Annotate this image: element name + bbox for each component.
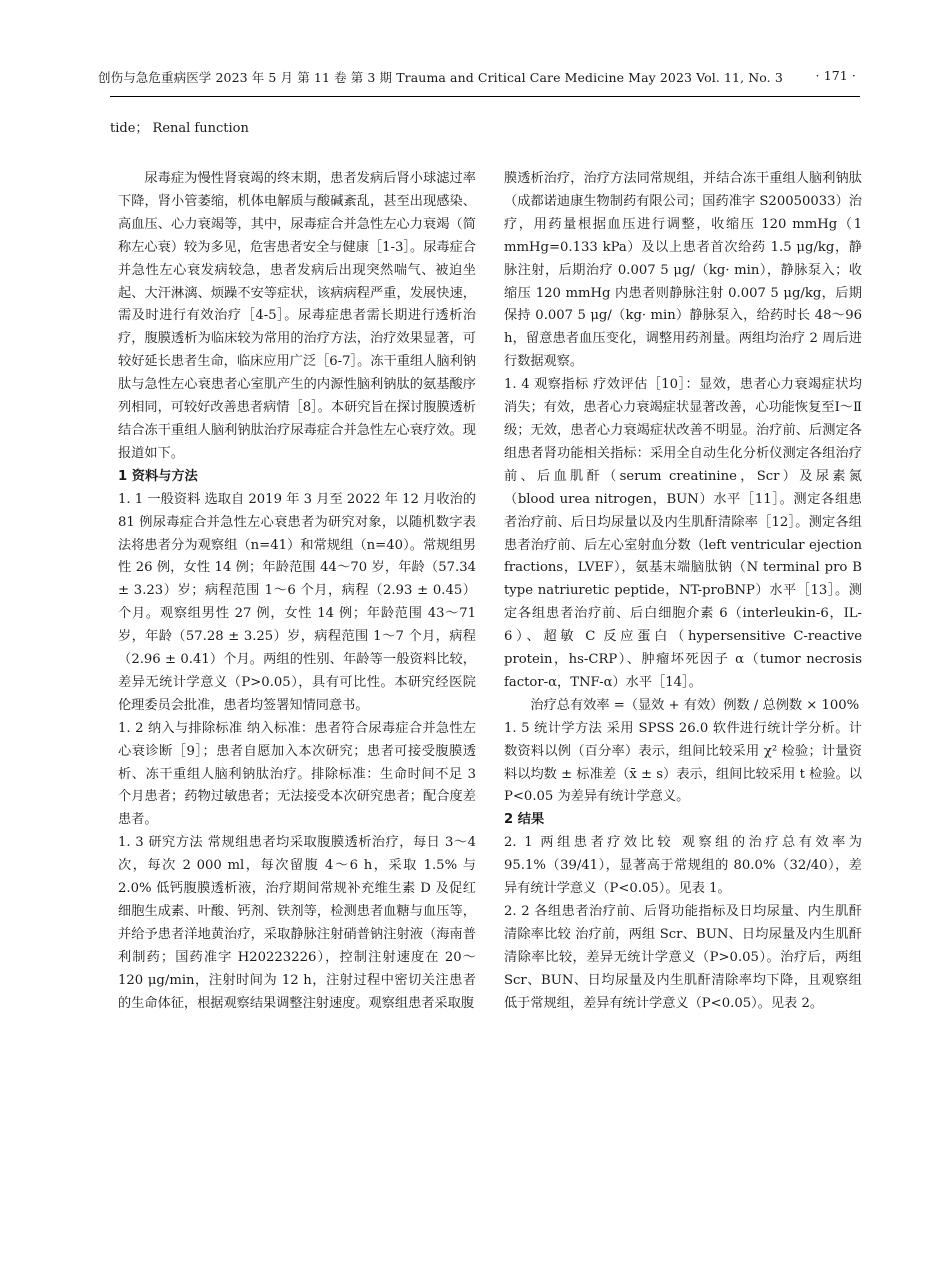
- subsection-indicators: 1. 4 观察指标 疗效评估［10］：显效，患者心力衰竭症状均消失；有效，患者心力衰竭症状显著改善，心功能恢复至Ⅰ～Ⅱ级；无效，患者心力衰竭症状改善不明显。治疗前、后测定各组患者肾功能相关指标：采用全自动生化分析仪测定各组治疗前、后血肌酐（serum creatinine，Scr）及尿素氮（blood urea nitrogen，BUN）水平［11］。测定各组患者治疗前、后日均尿量以及内生肌酐清除率［12］。测定各组患者治疗前、后左心室射血分数（left ventricular ejection fractions，LVEF），氨基末端脑肽钠（N terminal pro B type natriuretic peptide，NT-proBNP）水平［13］。测定各组患者治疗前、后白细胞介素 6（interleukin-6，IL-6）、超敏 C 反应蛋白（hypersensitive C-reactive protein，hs-CRP）、肿瘤坏死因子 α（tumor necrosis factor-α，TNF-α）水平［14］。: [504, 377, 862, 690]
- efficacy-formula: 治疗总有效率 =（显效 + 有效）例数 / 总例数 × 100%: [530, 697, 860, 713]
- subsection-criteria: 1. 2 纳入与排除标准 纳入标准：患者符合尿毒症合并急性左心衰诊断［9］；患者自愿加入本次研究；患者可接受腹膜透析、冻干重组人脑利钠肽治疗。排除标准：生命时间不足 3 个月患者；药物过敏患者；无法接受本次研究患者；配合度差患者。: [118, 720, 476, 828]
- section-heading-methods: 1 资料与方法: [118, 468, 198, 484]
- result-efficacy: 2. 1 两组患者疗效比较 观察组的治疗总有效率为 95.1%（39/41），显著高于常规组的 80.0%（32/40），差异有统计学意义（P<0.05）。见表 1。: [504, 835, 862, 897]
- left-column: [118, 168, 476, 1016]
- subsection-general-data: 1. 1 一般资料 选取自 2019 年 3 月至 2022 年 12 月收治的 81 例尿毒症合并急性左心衰患者为研究对象，以随机数字表法将患者分为观察组（n=41）和常规组（n=40）。常规组男性 26 例，女性 14 例；年龄范围 44～70 岁，年龄（57.34 ± 3.23）岁；病程范围 1～6 个月，病程（2.93 ± 0.45）个月。观察组男性 27 例，女性 14 例；年龄范围 43～71 岁，年龄（57.28 ± 3.25）岁，病程范围 1～7 个月，病程（2.96 ± 0.41）个月。两组的性别、年龄等一般资料比较，差异无统计学意义（P>0.05），具有可比性。本研究经医院伦理委员会批准，患者均签署知情同意书。: [118, 491, 476, 713]
- header-rule: [110, 96, 860, 97]
- section-heading-results: 2 结果: [504, 812, 545, 828]
- methods-continued: 膜透析治疗，治疗方法同常规组，并结合冻干重组人脑利钠肽（成都诺迪康生物制药有限公司；国药准字 S20050033）治疗，用药量根据血压进行调整，收缩压 120 mmHg（1 mmHg=0.133 kPa）及以上患者首次给药 1.5 μg/kg，静脉注射，后期治疗 0.007 5 μg/（kg· min），静脉泵入；收缩压 120 mmHg 内患者则静脉注射 0.007 5 μg/kg，后期保持 0.007 5 μg/（kg· min）静脉泵入，给药时长 48～96 h，留意患者血压变化，调整用药剂量。两组均治疗 2 周后进行数据观察。: [504, 171, 862, 370]
- subsection-methods: 1. 3 研究方法 常规组患者均采取腹膜透析治疗，每日 3～4 次，每次 2 000 ml，每次留腹 4～6 h，采取 1.5% 与 2.0% 低钙腹膜透析液，治疗期间常规补充维生素 D 及促红细胞生成素、叶酸、钙剂、铁剂等，检测患者血糖与血压等，并给予患者洋地黄治疗，采取静脉注射硝普钠注射液（海南普利制药；国药准字 H20223226），控制注射速度在 20～120 μg/min，注射时间为 12 h，注射过程中密切关注患者的生命体征，根据观察结果调整注射速度。观察组患者采取腹: [118, 835, 476, 1011]
- keywords-tail: tide； Renal function: [110, 121, 249, 136]
- page-number: · 171 ·: [815, 68, 856, 83]
- journal-citation: 创伤与急危重病医学 2023 年 5 月 第 11 卷 第 3 期 Trauma and Critical Care Medicine May 2023 Vol. 11, No. 3: [98, 70, 783, 85]
- right-column: [504, 168, 862, 1016]
- result-renal: 2. 2 各组患者治疗前、后肾功能指标及日均尿量、内生肌酐清除率比较 治疗前，两组 Scr、BUN、日均尿量及内生肌酐清除率比较，差异无统计学意义（P>0.05）。治疗后，两组 Scr、BUN、日均尿量及内生肌酐清除率均下降，且观察组低于常规组，差异有统计学意义（P<0.05）。见表 2。: [504, 904, 862, 1011]
- running-header: [60, 68, 860, 90]
- subsection-statistics: 1. 5 统计学方法 采用 SPSS 26.0 软件进行统计学分析。计数资料以例（百分率）表示，组间比较采用 χ² 检验；计量资料以均数 ± 标准差（x̄ ± s）表示，组间比较采用 t 检验。以 P<0.05 为差异有统计学意义。: [504, 720, 862, 805]
- intro-paragraph: 尿毒症为慢性肾衰竭的终末期，患者发病后肾小球滤过率下降，肾小管萎缩，机体电解质与酸碱紊乱，甚至出现感染、高血压、心力衰竭等，其中，尿毒症合并急性左心力衰竭（简称左心衰）较为多见，危害患者安全与健康［1-3］。尿毒症合并急性左心衰发病较急，患者发病后出现突然喘气、被迫坐起、大汗淋漓、烦躁不安等症状，该病病程严重，发展快速，需及时进行有效治疗［4-5］。尿毒症患者需长期进行透析治疗，腹膜透析为临床较为常用的治疗方法，治疗效果显著，可较好延长患者生命，临床应用广泛［6-7］。冻干重组人脑利钠肽与急性左心衰患者心室肌产生的内源性脑利钠肽的氨基酸序列相同，可较好改善患者病情［8］。本研究旨在探讨腹膜透析结合冻干重组人脑利钠肽治疗尿毒症合并急性左心衰疗效。现报道如下。: [118, 171, 476, 461]
